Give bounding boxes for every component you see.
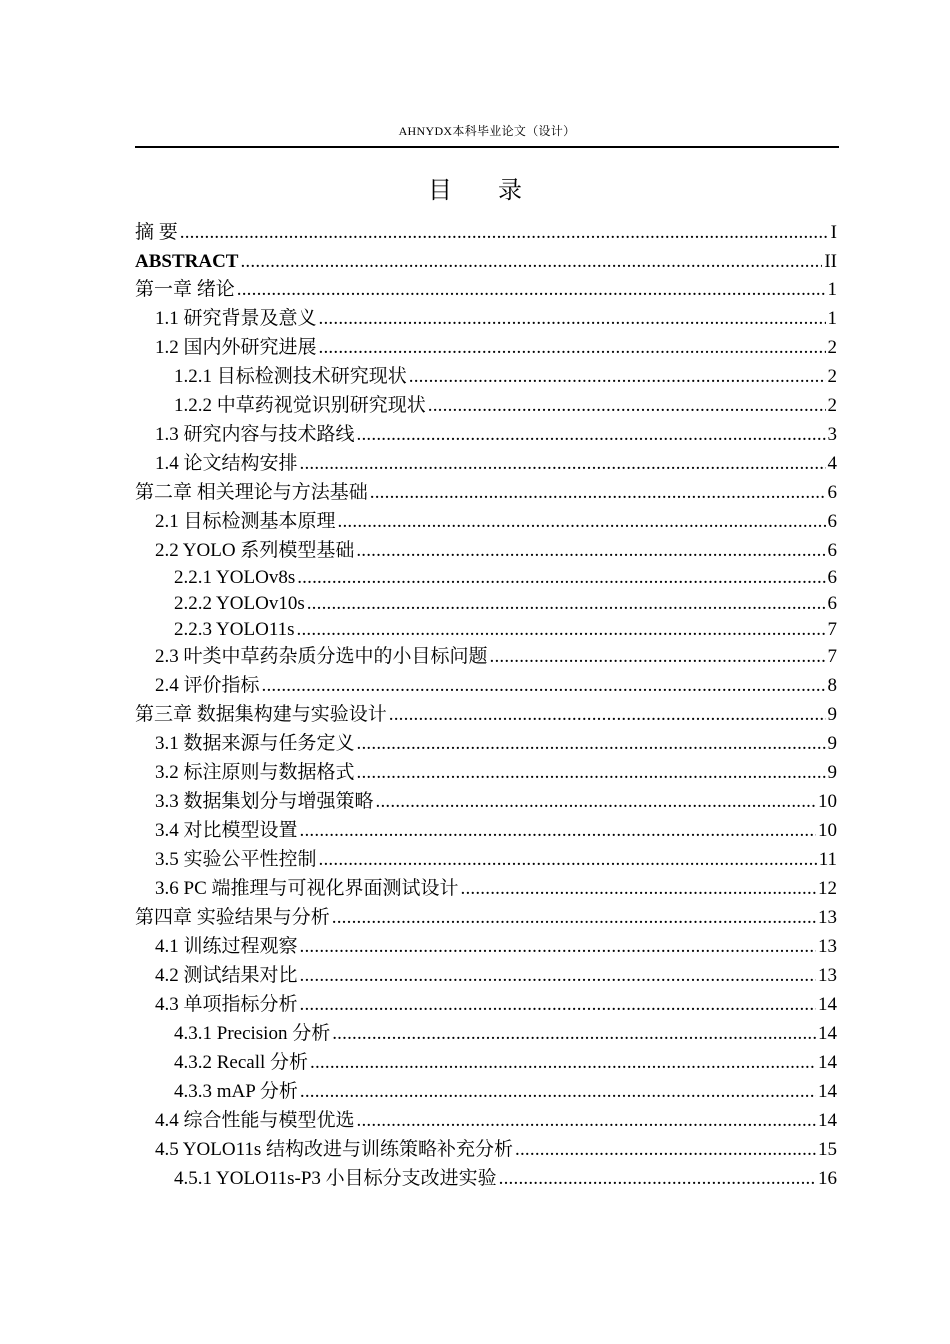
toc-entry[interactable] xyxy=(135,568,837,588)
toc-entry[interactable] xyxy=(135,1111,837,1131)
toc-entry-label: 1.4 论文结构安排 xyxy=(155,453,298,474)
toc-entry-page: 6 xyxy=(827,593,837,614)
toc-entry-label: 第四章 实验结果与分析 xyxy=(135,907,330,928)
toc-leader-dots xyxy=(180,223,829,243)
toc-entry[interactable] xyxy=(135,512,837,532)
toc-leader-dots xyxy=(307,594,826,614)
toc-leader-dots xyxy=(262,676,826,696)
toc-entry[interactable] xyxy=(135,541,837,561)
toc-entry-label: 4.3.2 Recall 分析 xyxy=(174,1052,309,1073)
toc-entry[interactable] xyxy=(135,454,837,474)
toc-entry-page: 1 xyxy=(827,279,837,300)
running-header: AHNYDX本科毕业论文（设计） xyxy=(398,124,576,138)
toc-entry-page: 10 xyxy=(818,791,837,812)
toc-entry[interactable] xyxy=(135,908,837,928)
toc-leader-dots xyxy=(240,252,822,272)
toc-entry[interactable] xyxy=(135,1169,837,1189)
toc-entry[interactable] xyxy=(135,1024,837,1044)
toc-entry-label: 4.5.1 YOLO11s-P3 小目标分支改进实验 xyxy=(174,1168,497,1189)
toc-entry[interactable] xyxy=(135,995,837,1015)
toc-entry-page: 14 xyxy=(818,994,837,1015)
toc-entry-page: 12 xyxy=(818,878,837,899)
toc-entry[interactable] xyxy=(135,792,837,812)
toc-leader-dots xyxy=(300,454,826,474)
toc-entry-label: 第三章 数据集构建与实验设计 xyxy=(135,704,387,725)
toc-leader-dots xyxy=(319,850,817,870)
toc-entry-label: 2.4 评价指标 xyxy=(155,675,260,696)
toc-entry-label: 2.2 YOLO 系列模型基础 xyxy=(155,540,355,561)
toc-entry-page: 13 xyxy=(818,965,837,986)
toc-leader-dots xyxy=(376,792,816,812)
toc-entry-page: 6 xyxy=(827,482,837,503)
toc-entry[interactable] xyxy=(135,620,837,640)
toc-entry-page: II xyxy=(824,251,837,272)
toc-entry-label: 3.2 标注原则与数据格式 xyxy=(155,762,355,783)
toc-leader-dots xyxy=(332,908,816,928)
toc-entry-page: 6 xyxy=(827,511,837,532)
toc-entry[interactable] xyxy=(135,705,837,725)
toc-entry-label: 4.3 单项指标分析 xyxy=(155,994,298,1015)
toc-entry-label: 第二章 相关理论与方法基础 xyxy=(135,482,368,503)
header-rule xyxy=(135,146,839,148)
toc-entry[interactable] xyxy=(135,879,837,899)
toc-leader-dots xyxy=(310,1053,816,1073)
toc-entry-label: 4.3.1 Precision 分析 xyxy=(174,1023,331,1044)
toc-entry-page: 15 xyxy=(818,1139,837,1160)
toc-leader-dots xyxy=(319,309,826,329)
toc-entry-label: 3.6 PC 端推理与可视化界面测试设计 xyxy=(155,878,459,899)
toc-entry[interactable] xyxy=(135,647,837,667)
toc-entry-label: 4.1 训练过程观察 xyxy=(155,936,298,957)
toc-entry[interactable] xyxy=(135,338,837,358)
toc-entry-label: 4.2 测试结果对比 xyxy=(155,965,298,986)
toc-leader-dots xyxy=(389,705,826,725)
toc-entry[interactable] xyxy=(135,396,837,416)
toc-entry-page: 4 xyxy=(827,453,837,474)
toc-entry[interactable] xyxy=(135,594,837,614)
toc-entry-label: 3.5 实验公平性控制 xyxy=(155,849,317,870)
toc-leader-dots xyxy=(300,966,816,986)
toc-leader-dots xyxy=(297,568,825,588)
toc-entry-label: 2.3 叶类中草药杂质分选中的小目标问题 xyxy=(155,646,488,667)
toc-leader-dots xyxy=(357,763,826,783)
toc-entry[interactable] xyxy=(135,367,837,387)
toc-entry-page: 13 xyxy=(818,936,837,957)
toc-entry-label: 1.2 国内外研究进展 xyxy=(155,337,317,358)
toc-entry-page: 11 xyxy=(818,849,837,870)
toc-leader-dots xyxy=(300,1082,816,1102)
toc-entry-page: 10 xyxy=(818,820,837,841)
toc-leader-dots xyxy=(490,647,826,667)
toc-entry-label: 1.2.1 目标检测技术研究现状 xyxy=(174,366,407,387)
toc-entry[interactable] xyxy=(135,1053,837,1073)
toc-entry[interactable] xyxy=(135,676,837,696)
toc-title: 目 录 xyxy=(428,178,542,204)
toc-leader-dots xyxy=(237,280,826,300)
toc-entry-label: 3.4 对比模型设置 xyxy=(155,820,298,841)
toc-entry[interactable] xyxy=(135,734,837,754)
toc-leader-dots xyxy=(357,425,826,445)
toc-entry[interactable] xyxy=(135,937,837,957)
toc-leader-dots xyxy=(300,995,816,1015)
toc-leader-dots xyxy=(357,1111,816,1131)
toc-entry[interactable] xyxy=(135,425,837,445)
toc-entry-label: 1.1 研究背景及意义 xyxy=(155,308,317,329)
toc-entry[interactable] xyxy=(135,1140,837,1160)
toc-entry-label: 4.3.3 mAP 分析 xyxy=(174,1081,298,1102)
toc-leader-dots xyxy=(499,1169,816,1189)
toc-entry-page: 7 xyxy=(827,619,837,640)
toc-entry-label: 3.3 数据集划分与增强策略 xyxy=(155,791,374,812)
toc-entry-label: 2.1 目标检测基本原理 xyxy=(155,511,336,532)
toc-leader-dots xyxy=(356,541,825,561)
toc-entry-page: 14 xyxy=(818,1081,837,1102)
toc-entry-page: 1 xyxy=(827,308,837,329)
toc-leader-dots xyxy=(297,620,826,640)
toc-entry-page: 9 xyxy=(827,704,837,725)
toc-entry[interactable] xyxy=(135,850,837,870)
toc-leader-dots xyxy=(300,937,816,957)
toc-leader-dots xyxy=(409,367,826,387)
toc-entry-label: 第一章 绪论 xyxy=(135,279,235,300)
toc-entry-page: 9 xyxy=(827,762,837,783)
toc-entry-label: 2.2.3 YOLO11s xyxy=(174,619,295,640)
toc-leader-dots xyxy=(338,512,826,532)
toc-entry-page: 16 xyxy=(818,1168,837,1189)
toc-entry-label: 4.4 综合性能与模型优选 xyxy=(155,1110,355,1131)
toc-entry[interactable] xyxy=(135,821,837,841)
toc-entry-page: 14 xyxy=(818,1023,837,1044)
toc-entry-page: 3 xyxy=(827,424,837,445)
toc-entry-label: 4.5 YOLO11s 结构改进与训练策略补充分析 xyxy=(155,1139,514,1160)
toc-entry-page: 2 xyxy=(827,366,837,387)
toc-entry-page: 2 xyxy=(827,395,837,416)
toc-entry-page: 8 xyxy=(827,675,837,696)
toc-entry[interactable] xyxy=(135,483,837,503)
toc-entry-label: 2.2.2 YOLOv10s xyxy=(174,593,305,614)
toc-entry-label: ABSTRACT xyxy=(135,251,239,272)
toc-leader-dots xyxy=(300,821,816,841)
toc-entry-page: 6 xyxy=(827,567,837,588)
toc-entry-label: 3.1 数据来源与任务定义 xyxy=(155,733,355,754)
toc-entry-page: 2 xyxy=(827,337,837,358)
toc-entry-label: 1.3 研究内容与技术路线 xyxy=(155,424,355,445)
toc-entry[interactable] xyxy=(135,223,837,243)
toc-entry-page: I xyxy=(830,222,837,243)
toc-leader-dots xyxy=(461,879,817,899)
toc-leader-dots xyxy=(357,734,826,754)
toc-entry-page: 14 xyxy=(818,1110,837,1131)
toc-entry[interactable] xyxy=(135,763,837,783)
toc-leader-dots xyxy=(428,396,826,416)
toc-entry[interactable] xyxy=(135,309,837,329)
toc-leader-dots xyxy=(319,338,826,358)
toc-entry-label: 摘 要 xyxy=(135,222,178,243)
toc-entry-page: 9 xyxy=(827,733,837,754)
toc-entry-page: 6 xyxy=(827,540,837,561)
toc-entry[interactable] xyxy=(135,966,837,986)
toc-entry-page: 14 xyxy=(818,1052,837,1073)
toc-entry-label: 2.2.1 YOLOv8s xyxy=(174,567,296,588)
toc-leader-dots xyxy=(370,483,826,503)
toc-leader-dots xyxy=(515,1140,816,1160)
toc-entry[interactable] xyxy=(135,1082,837,1102)
toc-entry-page: 13 xyxy=(818,907,837,928)
toc-entry[interactable] xyxy=(135,252,837,272)
toc-entry[interactable] xyxy=(135,280,837,300)
toc-leader-dots xyxy=(332,1024,816,1044)
toc-entry-page: 7 xyxy=(827,646,837,667)
toc-entry-label: 1.2.2 中草药视觉识别研究现状 xyxy=(174,395,426,416)
